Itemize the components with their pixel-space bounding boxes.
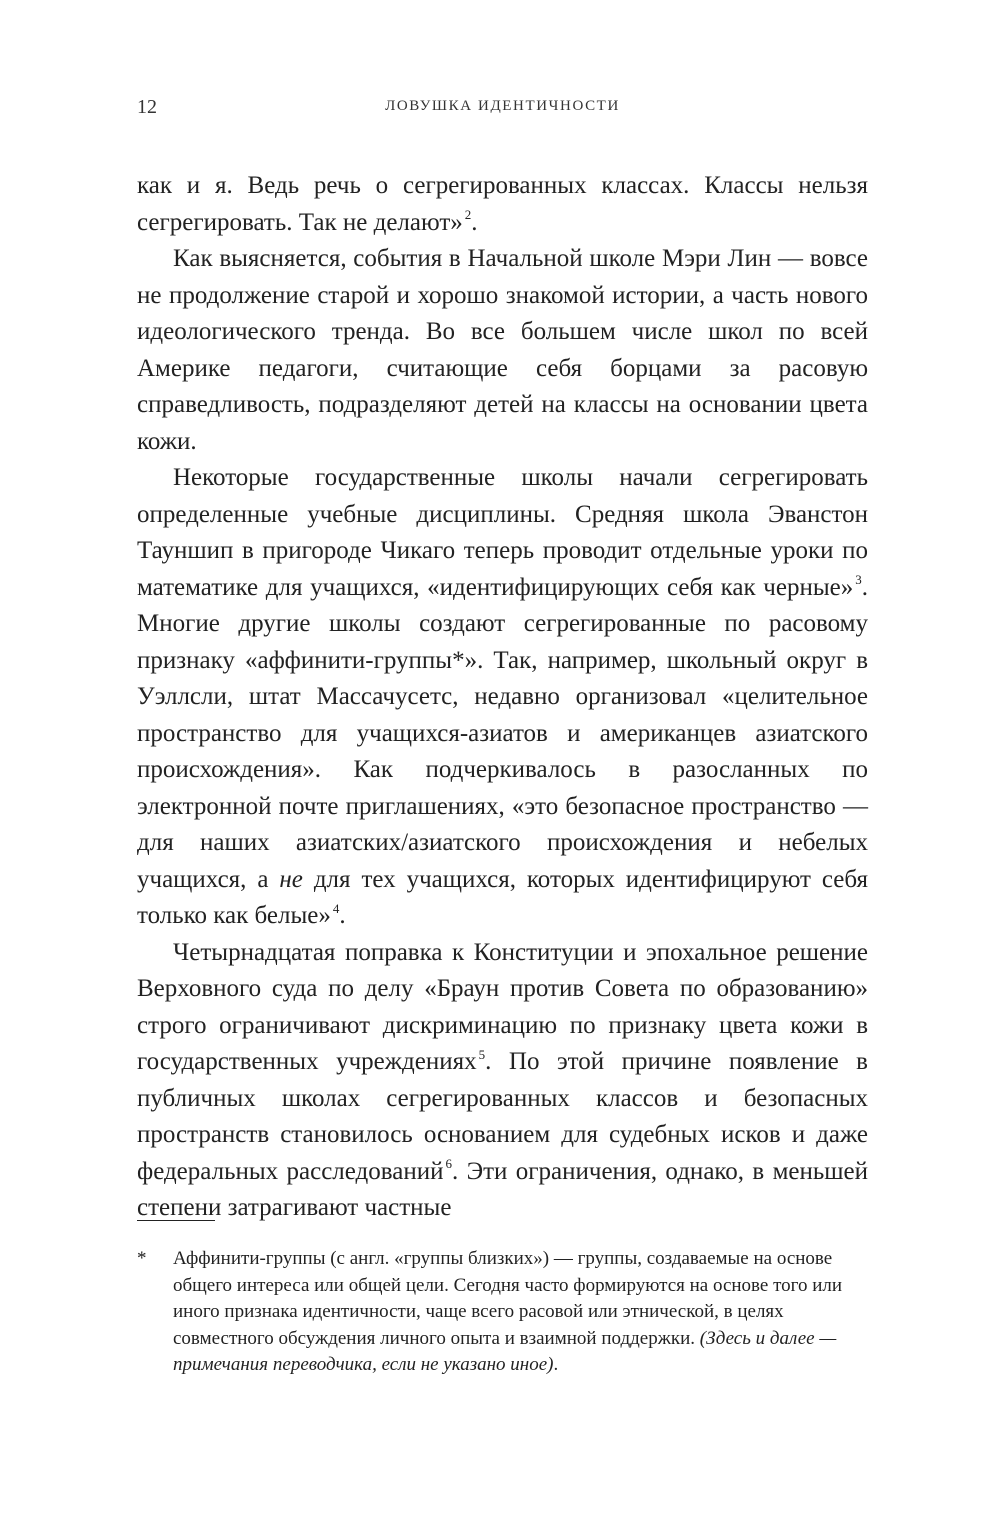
footnote-translator-note: (Здесь и далее — примечания переводчика, если не указано иное) [173, 1327, 837, 1375]
paragraph-3-part-b: . Многие другие школы создают сегрегированные по расовому признаку «аффинити-группы [137, 573, 868, 674]
running-title: ЛОВУШКА ИДЕНТИЧНОСТИ [385, 98, 620, 114]
paragraph-3-end: . [339, 902, 346, 929]
paragraph-4-part-c: . Эти ограничения, однако, в меньшей степени затрагивают частные [137, 1157, 869, 1221]
footnote-end: . [553, 1354, 559, 1375]
page-number: 12 [137, 96, 157, 118]
footnote-ref-4: 4 [332, 900, 340, 916]
footnote [137, 1246, 868, 1379]
page-header [137, 94, 868, 124]
paragraph-3 [137, 460, 868, 935]
main-text [137, 168, 868, 1227]
paragraph-3-part-c: ». Так, например, школьный округ в Уэллсли, штат Массачусетс, недавно организовал «целительное пространство для учащихся-азиатов и американцев азиатского происхождения». Как подчеркивалось в разосланных по электронной почте приглашениях, «это безопасное пространство — для наших азиатских/азиатского происхождения и небелых учащихся, а [137, 646, 868, 893]
paragraph-3-emphasis: не [279, 865, 303, 893]
footnote-ref-2: 2 [464, 207, 472, 223]
footnote-body: Аффинити-группы (с англ. «группы близких») — группы, создаваемые на основе общего интереса или общей цели. Сегодня часто формируются на основе того или иного признака идентичности, чаще всего расовой или этнической, в целях совместного обсуждения личного опыта и взаимной поддержки. [173, 1248, 843, 1349]
paragraph-2: Как выясняется, события в Начальной школе Мэри Лин — вовсе не продолжение старой и хорошо знакомой истории, а часть нового идеологического тренда. Во все большем числе школ по всей Америке педагоги, считающие себя борцами за расовую справедливость, подразделяют детей на классы на основании цвета кожи. [137, 245, 868, 455]
paragraph-4-part-a: Четырнадцатая поправка к Конституции и эпохальное решение Верховного суда по делу «Браун против Совета по образованию» строго ограничивают дискриминацию по признаку цвета кожи в государственных учреждениях [137, 938, 868, 1075]
paragraph-1 [137, 168, 868, 241]
paragraph-4-part-b: . По этой причине появление в публичных школах сегрегированных классов и безопасных пространств становилось основанием для судебных исков и даже федеральных расследований [137, 1048, 868, 1185]
paragraph-1-text: как и я. Ведь речь о сегрегированных классах. Классы нельзя сегрегировать. Так не делают» [137, 172, 868, 236]
paragraph-4 [137, 935, 868, 1227]
footnote-ref-5: 5 [478, 1046, 486, 1062]
paragraph-3-part-a: Некоторые государственные школы начали сегрегировать определенные учебные дисциплины. Средняя школа Эванстон Тауншип в пригороде Чикаго теперь проводит отдельные уроки по математике для учащихся, «идентифицирующих себя как черные» [137, 464, 868, 601]
footnote-marker: * [137, 1248, 147, 1269]
paragraph-3-part-d: для тех учащихся, которых идентифицируют себя только как белые» [137, 865, 868, 929]
paragraph-1-end: . [471, 208, 478, 236]
footnote-text [173, 1246, 868, 1379]
footnote-divider [137, 1220, 215, 1221]
footnote-ref-6: 6 [445, 1156, 452, 1172]
footnote-ref-3: 3 [855, 572, 862, 588]
footnote-ref-star: * [452, 646, 465, 674]
